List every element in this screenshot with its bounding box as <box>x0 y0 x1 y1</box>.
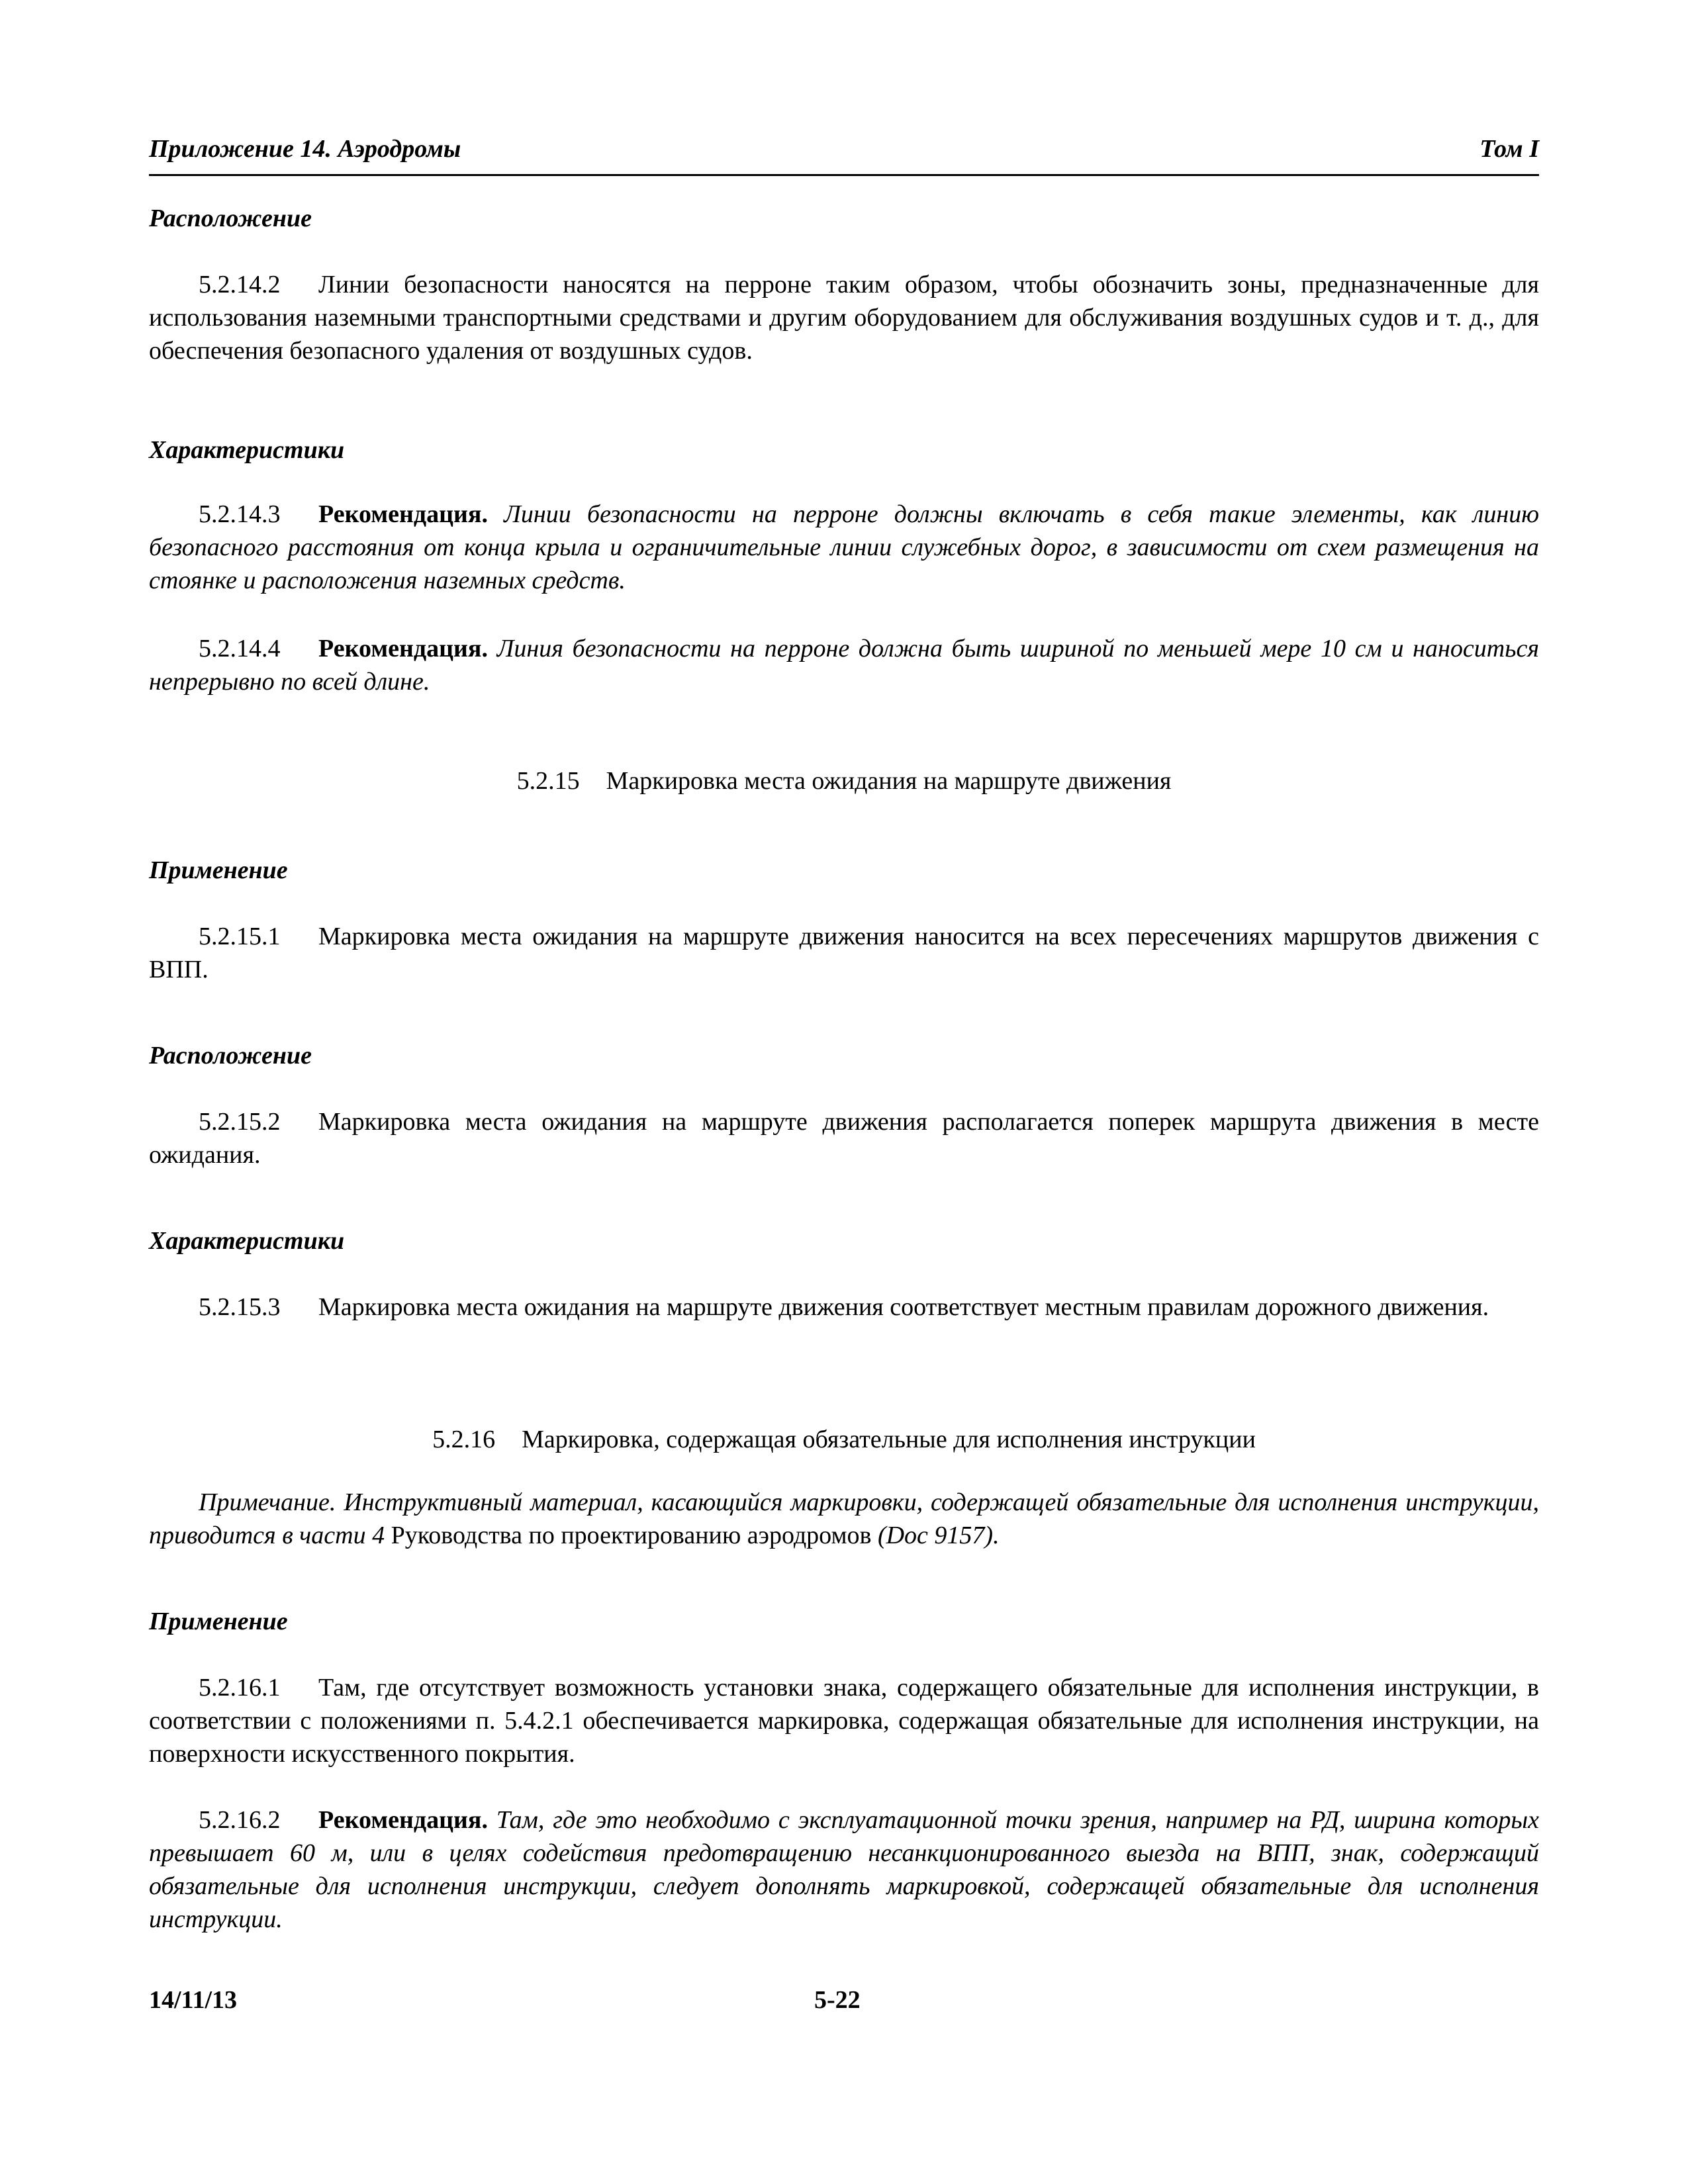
note-doc-ref: (Doc 9157). <box>877 1522 1000 1549</box>
recommendation-label: Рекомендация. <box>318 635 488 662</box>
paragraph-number: 5.2.16.1 <box>199 1674 281 1702</box>
paragraph-5-2-16-1 <box>149 1671 1539 1770</box>
section-number: 5.2.16 <box>432 1426 496 1453</box>
paragraph-text: Маркировка места ожидания на маршруте движения располагается поперек маршрута движения в месте ожидания. <box>149 1108 1539 1169</box>
footer-page-number: 5-22 <box>814 1986 861 2014</box>
document-page <box>149 0 1539 2184</box>
footer-date: 14/11/13 <box>149 1986 238 2014</box>
subheading-application: Применение <box>149 1608 288 1635</box>
section-title: Маркировка, содержащая обязательные для исполнения инструкции <box>522 1426 1256 1453</box>
paragraph-number: 5.2.14.2 <box>199 271 281 298</box>
header-title: Приложение 14. Аэродромы <box>149 135 461 163</box>
paragraph-5-2-15-2 <box>149 1105 1539 1171</box>
paragraph-number: 5.2.15.3 <box>199 1293 281 1321</box>
paragraph-5-2-14-4 <box>149 632 1539 698</box>
paragraph-5-2-14-3 <box>149 498 1539 597</box>
paragraph-text: Там, где отсутствует возможность установки знака, содержащего обязательные для исполнения инструкции, в соответствии с положениями п. 5.4.2.1 обеспечивается маркировка, содержащая обязательные для исполнения инструкции, на поверхности искусственного покрытия. <box>149 1674 1539 1768</box>
section-number: 5.2.15 <box>516 767 580 795</box>
paragraph-number: 5.2.15.1 <box>199 923 281 950</box>
paragraph-text: Там, где это необходимо с эксплуатационной точки зрения, например на РД, ширина которых превышает 60 м, или в целях содействия предотвращению несанкционированного выезда на ВПП, знак, содержащий обязательные для исполнения инструкции, следует дополнять маркировкой, содержащей обязательные для исполнения инструкции. <box>149 1806 1540 1933</box>
header-volume: Том I <box>1479 135 1539 163</box>
subheading-location: Расположение <box>149 205 312 232</box>
recommendation-label: Рекомендация. <box>318 1806 488 1834</box>
subheading-characteristics: Характеристики <box>149 436 345 464</box>
note-reference-title: Руководства по проектированию аэродромов <box>391 1522 872 1549</box>
paragraph-5-2-14-2 <box>149 268 1539 367</box>
paragraph-text: Маркировка места ожидания на маршруте движения наносится на всех пересечениях маршрутов движения с ВПП. <box>149 923 1539 983</box>
paragraph-number: 5.2.14.4 <box>199 635 281 662</box>
subheading-application: Применение <box>149 856 288 884</box>
paragraph-text: Линии безопасности наносятся на перроне таким образом, чтобы обозначить зоны, предназначенные для использования наземными транспортными средствами и другим оборудованием для обслуживания воздушных судов и т. д., для обеспечения безопасного удаления от воздушных судов. <box>149 271 1539 365</box>
section-heading-5-2-15 <box>149 764 1539 797</box>
paragraph-number: 5.2.15.2 <box>199 1108 281 1136</box>
subheading-location: Расположение <box>149 1042 312 1069</box>
section-title: Маркировка места ожидания на маршруте движения <box>606 767 1172 795</box>
paragraph-text: Маркировка места ожидания на маршруте движения соответствует местным правилам дорожного движения. <box>318 1293 1489 1321</box>
paragraph-number: 5.2.14.3 <box>199 500 281 528</box>
subheading-characteristics: Характеристики <box>149 1227 345 1255</box>
paragraph-5-2-15-3 <box>149 1291 1539 1324</box>
paragraph-5-2-16-2 <box>149 1803 1539 1936</box>
page-header <box>149 134 1539 176</box>
paragraph-text: Линия безопасности на перроне должна быть шириной по меньшей мере 10 см и наноситься непрерывно по всей длине. <box>149 635 1539 696</box>
note-paragraph <box>149 1486 1539 1552</box>
section-heading-5-2-16 <box>149 1423 1539 1456</box>
paragraph-text: Линии безопасности на перроне должны включать в себя такие элементы, как линию безопасного расстояния от конца крыла и ограничительные линии служебных дорог, в зависимости от схем размещения на стоянке и расположения наземных средств. <box>149 500 1540 594</box>
paragraph-5-2-15-1 <box>149 920 1539 986</box>
paragraph-number: 5.2.16.2 <box>199 1806 281 1834</box>
note-text: Примечание. Инструктивный материал, касающийся маркировки, содержащей обязательные для исполнения инструкции, приводится в части 4 <box>149 1488 1539 1549</box>
recommendation-label: Рекомендация. <box>318 500 488 528</box>
